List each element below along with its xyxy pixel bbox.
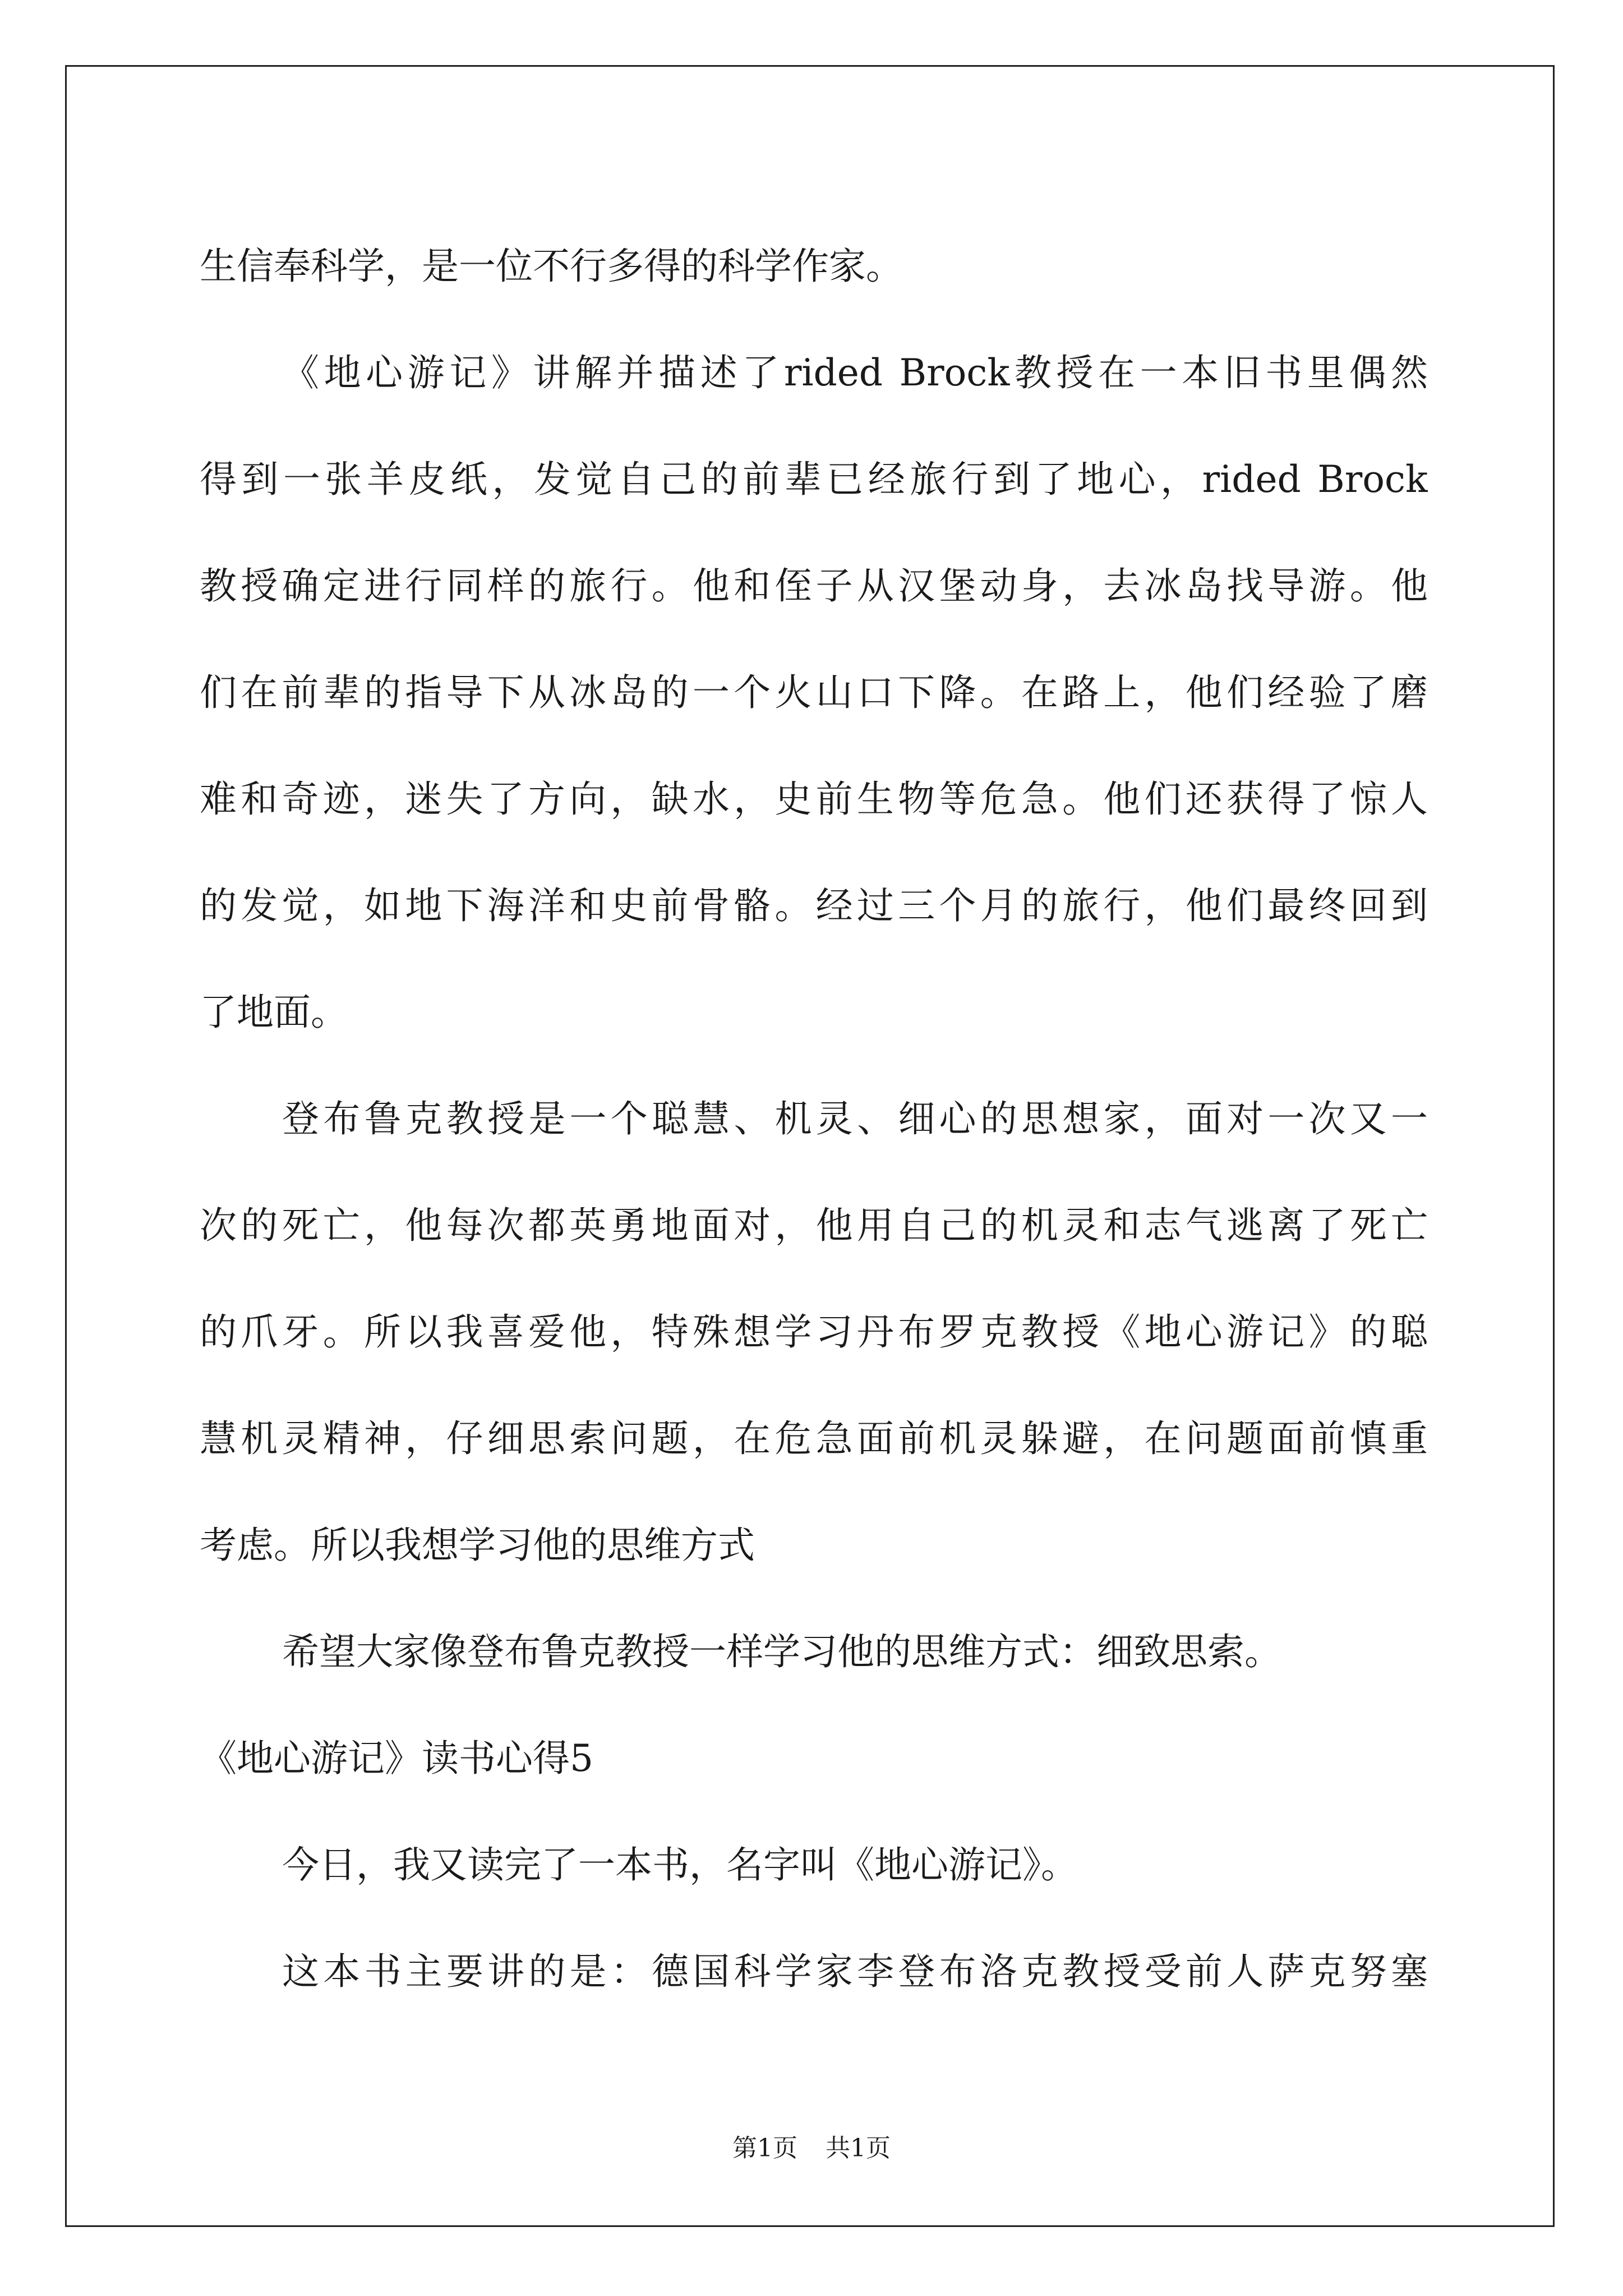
text-line: 生信奉科学，是一位不行多得的科学作家。 (200, 245, 903, 288)
text-line: 《地心游记》讲解并描述了rided Brock教授在一本旧书里偶然 (282, 351, 1428, 394)
text-line: 们在前辈的指导下从冰岛的一个火山口下降。在路上，他们经验了磨 (200, 671, 1428, 714)
section-heading: 《地心游记》读书心得5 (200, 1737, 593, 1780)
text-line: 希望大家像登布鲁克教授一样学习他的思维方式：细致思索。 (282, 1630, 1281, 1673)
page-footer (0, 2132, 1623, 2165)
document-body (200, 213, 1428, 2025)
text-line: 了地面。 (200, 991, 348, 1034)
text-line: 这本书主要讲的是：德国科学家李登布洛克教授受前人萨克努塞 (282, 1950, 1428, 1993)
text-line: 次的死亡，他每次都英勇地面对，他用自己的机灵和志气逃离了死亡 (200, 1204, 1428, 1247)
text-line: 登布鲁克教授是一个聪慧、机灵、细心的思想家，面对一次又一 (282, 1097, 1428, 1140)
text-line: 慧机灵精神，仔细思索问题，在危急面前机灵躲避，在问题面前慎重 (200, 1417, 1428, 1460)
text-line: 得到一张羊皮纸，发觉自己的前辈已经旅行到了地心，rided Brock (200, 458, 1428, 501)
text-line: 难和奇迹，迷失了方向，缺水，史前生物等危急。他们还获得了惊人 (200, 777, 1428, 821)
text-line: 教授确定进行同样的旅行。他和侄子从汉堡动身，去冰岛找导游。他 (200, 564, 1428, 608)
page-number-current: 第1页 (732, 2134, 797, 2162)
text-line: 今日，我又读完了一本书，名字叫《地心游记》。 (282, 1843, 1078, 1887)
text-line: 的爪牙。所以我喜爱他，特殊想学习丹布罗克教授《地心游记》的聪 (200, 1310, 1428, 1354)
text-line: 考虑。所以我想学习他的思维方式 (200, 1524, 755, 1567)
page-number-total: 共1页 (826, 2134, 891, 2162)
text-line: 的发觉，如地下海洋和史前骨骼。经过三个月的旅行，他们最终回到 (200, 884, 1428, 927)
